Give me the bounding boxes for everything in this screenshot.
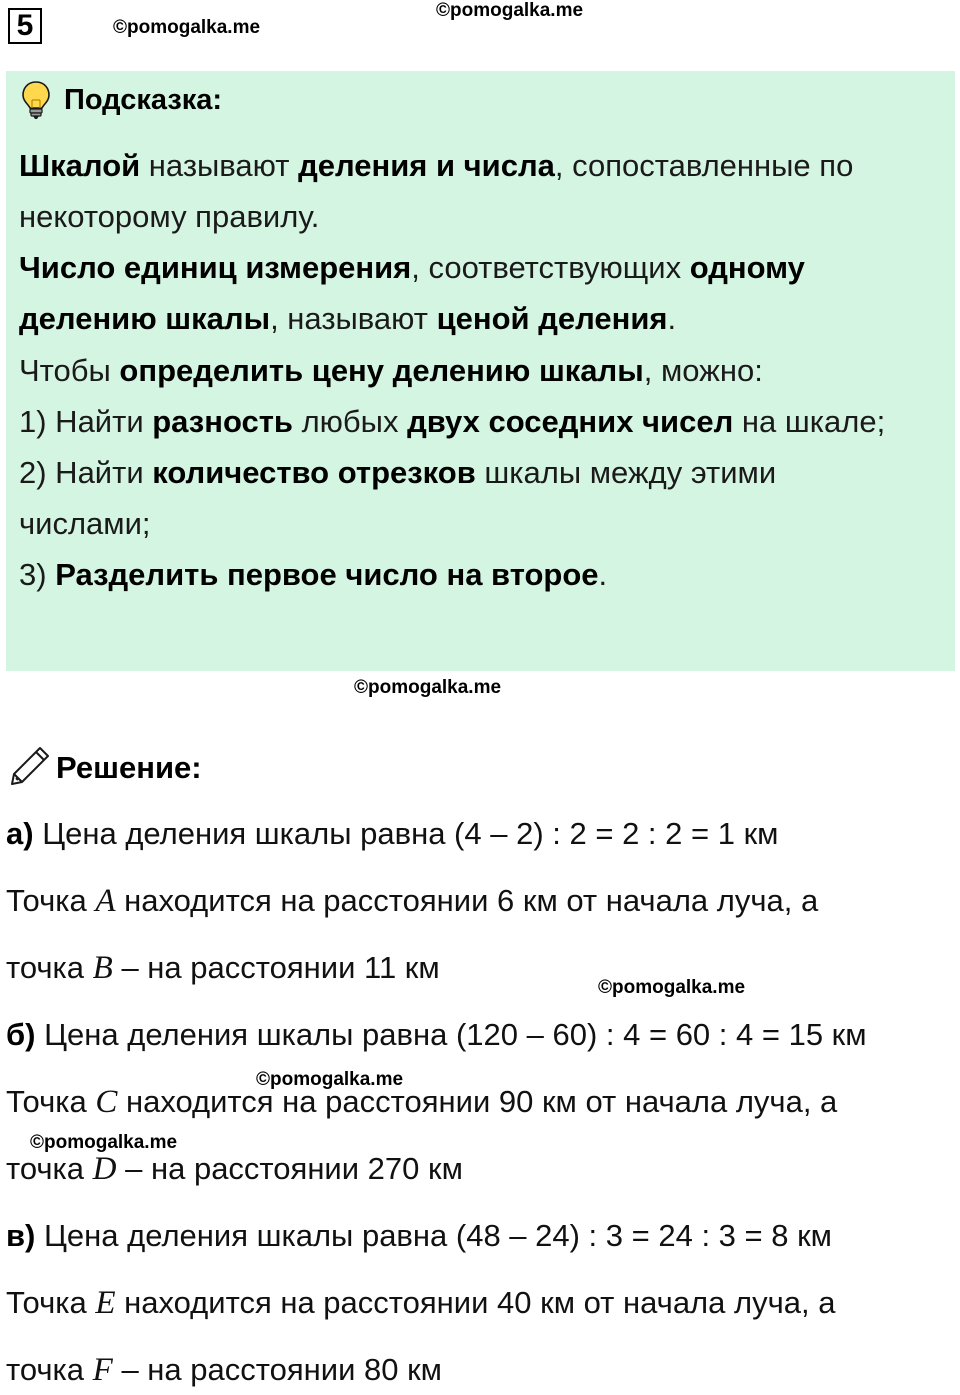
text-segment: Точка	[6, 1285, 96, 1320]
math-variable: F	[92, 1352, 113, 1388]
hint-line	[19, 250, 805, 286]
hint-line	[19, 148, 853, 184]
bold-text: б)	[6, 1017, 36, 1052]
watermark: ©pomogalka.me	[30, 1132, 178, 1153]
text-segment: находится на расстоянии 40 км от начала луча, а	[115, 1285, 836, 1320]
bold-text: а)	[6, 816, 34, 851]
solution-line	[6, 1352, 442, 1389]
text-segment: Точка	[6, 1084, 96, 1119]
hint-line	[19, 404, 885, 440]
hint-title: Подсказка:	[64, 84, 223, 116]
text-segment: Цена деления шкалы равна (4 – 2) : 2 = 2 : 2 = 1 км	[33, 816, 779, 851]
bold-text: определить цену делению шкалы	[119, 353, 644, 388]
text-segment: точка	[6, 1151, 93, 1186]
text-segment: , соответствующих	[411, 250, 690, 285]
text-segment: , можно:	[643, 353, 763, 388]
text-segment: точка	[6, 1352, 93, 1387]
text-segment: на шкале;	[733, 404, 886, 439]
watermark: ©pomogalka.me	[256, 1069, 404, 1090]
text-segment: точка	[6, 950, 93, 985]
math-variable: E	[95, 1285, 116, 1321]
bold-text: Число единиц измерения	[19, 250, 412, 285]
bold-text: делению шкалы	[19, 301, 271, 336]
bold-text: количество отрезков	[152, 455, 476, 490]
text-segment: 2) Найти	[19, 455, 153, 490]
solution-line	[6, 1218, 832, 1254]
bold-text: одному	[689, 250, 805, 285]
math-variable: B	[92, 950, 113, 986]
text-segment: Цена деления шкалы равна (48 – 24) : 3 = 24 : 3 = 8 км	[35, 1218, 832, 1253]
lightbulb-icon	[20, 80, 52, 120]
solution-line	[6, 1017, 867, 1053]
text-segment: , называют	[270, 301, 437, 336]
text-segment: , сопоставленные по	[554, 148, 854, 183]
text-segment: называют	[140, 148, 299, 183]
solution-line	[6, 816, 778, 852]
text-segment: – на расстоянии 11 км	[112, 950, 440, 985]
watermark: ©pomogalka.me	[113, 17, 261, 38]
text-segment: 1) Найти	[19, 404, 153, 439]
text-segment: – на расстоянии 80 км	[112, 1352, 442, 1387]
math-variable: C	[95, 1084, 118, 1120]
hint-line	[19, 301, 676, 337]
solution-line	[6, 950, 440, 987]
text-segment: находится на расстоянии 90 км от начала луча, а	[117, 1084, 838, 1119]
text-segment: – на расстоянии 270 км	[116, 1151, 463, 1186]
hint-line	[19, 199, 319, 235]
math-variable: A	[95, 883, 116, 919]
text-segment: .	[598, 557, 608, 592]
watermark: ©pomogalka.me	[436, 0, 584, 21]
text-segment: находится на расстоянии 6 км от начала луча, а	[115, 883, 819, 918]
text-segment: шкалы между этими	[475, 455, 777, 490]
solution-line	[6, 883, 818, 920]
text-segment: 3)	[19, 557, 56, 592]
watermark: ©pomogalka.me	[598, 977, 746, 998]
bold-text: в)	[6, 1218, 36, 1253]
hint-line	[19, 455, 776, 491]
math-variable: D	[92, 1151, 117, 1187]
hint-line	[19, 557, 607, 593]
text-segment: числами;	[19, 506, 151, 541]
text-segment: Чтобы	[19, 353, 120, 388]
hint-line	[19, 353, 763, 389]
task-number: 5	[8, 8, 42, 44]
bold-text: ценой деления	[436, 301, 668, 336]
text-segment: .	[667, 301, 677, 336]
text-segment: некоторому правилу.	[19, 199, 320, 234]
text-segment: Точка	[6, 883, 96, 918]
solution-line	[6, 1285, 835, 1322]
hint-line	[19, 506, 151, 542]
watermark: ©pomogalka.me	[354, 677, 502, 698]
bold-text: разность	[152, 404, 293, 439]
bold-text: Разделить первое число на второе	[55, 557, 599, 592]
solution-line	[6, 1151, 463, 1188]
bold-text: деления и числа	[298, 148, 555, 183]
text-segment: любых	[292, 404, 408, 439]
bold-text: двух соседних чисел	[407, 404, 734, 439]
text-segment: Цена деления шкалы равна (120 – 60) : 4 = 60 : 4 = 15 км	[35, 1017, 867, 1052]
solution-title: Решение:	[56, 750, 202, 785]
bold-text: Шкалой	[19, 148, 141, 183]
pencil-icon	[8, 744, 52, 788]
solution-line	[6, 1084, 837, 1121]
